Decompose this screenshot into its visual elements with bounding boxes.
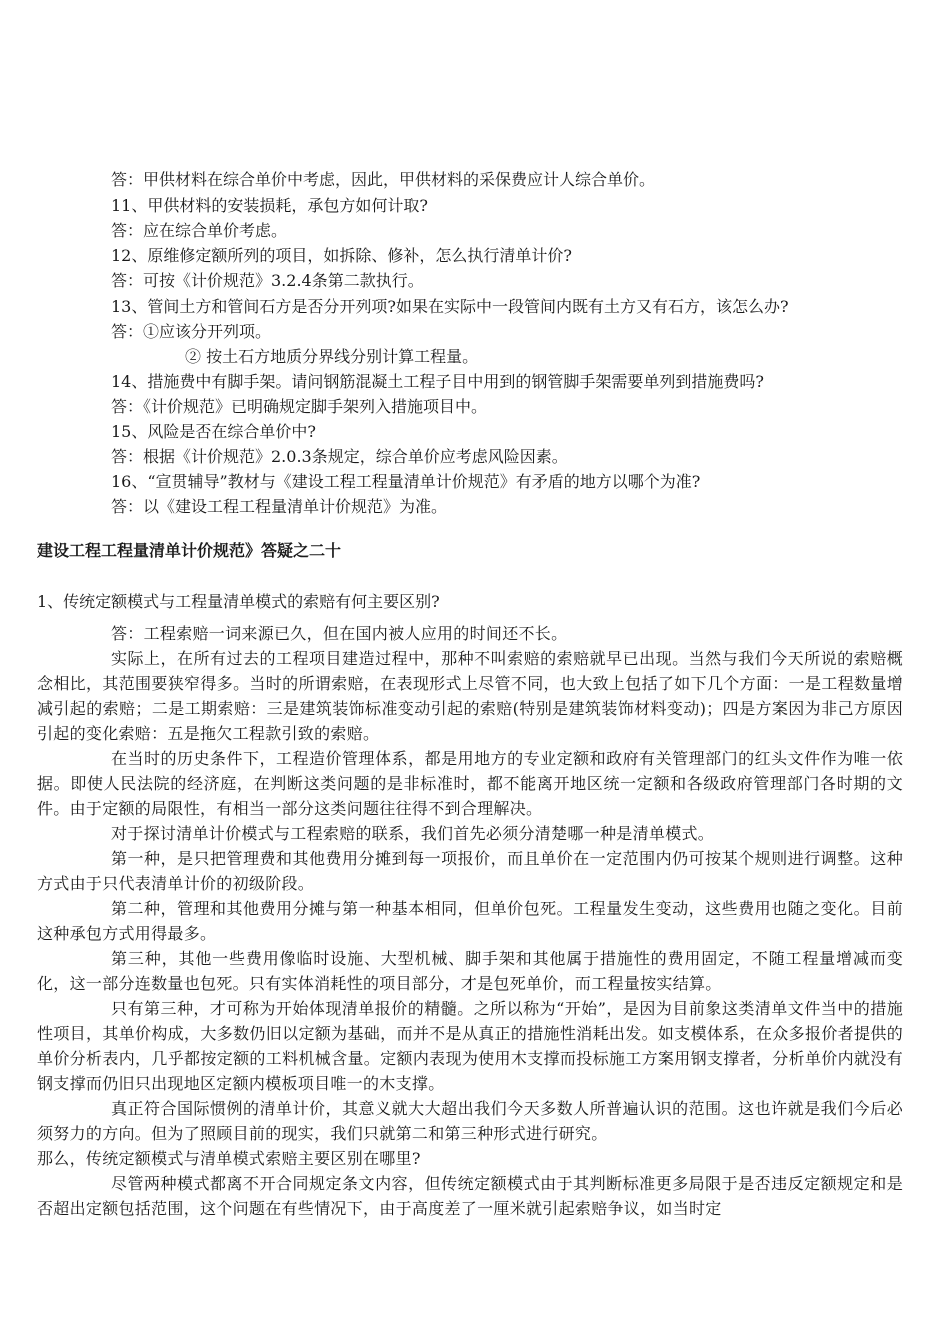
body-paragraph: 第三种，其他一些费用像临时设施、大型机械、脚手架和其他属于措施性的费用固定，不随工程量增减而变化，这一部分连数量也包死。只有实体消耗性的项目部分，才是包死单价，而工程量按实结算。: [37, 949, 903, 993]
body-paragraph: 对于探讨清单计价模式与工程索赔的联系，我们首先必须分清楚哪一种是清单模式。: [111, 824, 715, 843]
body-paragraph: 尽管两种模式都离不开合同规定条文内容，但传统定额模式由于其判断标准更多局限于是否违反定额规定和是否超出定额包括范围，这个问题在有些情况下，由于高度差了一厘米就引起索赔争议，如当时定: [37, 1174, 903, 1218]
question-line: 15、风险是否在综合单价中?: [111, 422, 316, 441]
body-paragraph: 只有第三种，才可称为开始体现清单报价的精髓。之所以称为“开始”，是因为目前象这类清单文件当中的措施性项目，其单价构成，大多数仍旧以定额为基础，而并不是从真正的措施性消耗出发。如支模体系，在众多报价者提供的单价分析表内，几乎都按定额的工料机械含量。定额内表现为使用木支撑而投标施工方案用钢支撑者，分析单价内就没有钢支撑而仍旧只出现地区定额内模板项目唯一的木支撑。: [37, 999, 903, 1093]
question-line: 14、措施费中有脚手架。请问钢筋混凝土工程子目中用到的钢管脚手架需要单列到措施费吗?: [111, 372, 764, 391]
question-line: 16、“宣贯辅导”教材与《建设工程工程量清单计价规范》有矛盾的地方以哪个为准?: [111, 472, 701, 491]
body-paragraph: 那么，传统定额模式与清单模式索赔主要区别在哪里?: [37, 1149, 421, 1168]
section-heading: 建设工程工程量清单计价规范》答疑之二十: [37, 541, 342, 560]
body-paragraph: 第二种，管理和其他费用分摊与第一种基本相同，但单价包死。工程量发生变动，这些费用也随之变化。目前这种承包方式用得最多。: [37, 899, 903, 943]
answer-line: 答：《计价规范》已明确规定脚手架列入措施项目中。: [111, 397, 488, 416]
question-line: 13、管间土方和管间石方是否分开列项?如果在实际中一段管间内既有土方又有石方，该怎么办?: [111, 297, 789, 316]
answer-line: 答：根据《计价规范》2.0.3条规定，综合单价应考虑风险因素。: [111, 447, 568, 466]
answer-line: 答：可按《计价规范》3.2.4条第二款执行。: [111, 271, 424, 290]
question-title: 1、传统定额模式与工程量清单模式的索赔有何主要区别?: [37, 592, 440, 611]
question-line: 12、原维修定额所列的项目，如拆除、修补，怎么执行清单计价?: [111, 246, 572, 265]
answer-line: 答：甲供材料在综合单价中考虑，因此，甲供材料的采保费应计人综合单价。: [111, 170, 656, 189]
answer-line: 答：应在综合单价考虑。: [111, 221, 288, 240]
answer-line: 答：以《建设工程工程量清单计价规范》为准。: [111, 497, 448, 516]
answer-subline: ② 按土石方地质分界线分别计算工程量。: [185, 347, 479, 366]
body-paragraph: 答：工程索赔一词来源已久，但在国内被人应用的时间还不长。: [111, 624, 568, 643]
answer-line: 答：①应该分开列项。: [111, 322, 272, 341]
body-paragraph: 第一种，是只把管理费和其他费用分摊到每一项报价，而且单价在一定范围内仍可按某个规则进行调整。这种方式由于只代表清单计价的初级阶段。: [37, 849, 903, 893]
question-line: 11、甲供材料的安装损耗，承包方如何计取?: [111, 196, 428, 215]
body-paragraph: 在当时的历史条件下，工程造价管理体系，都是用地方的专业定额和政府有关管理部门的红头文件作为唯一依据。即使人民法院的经济庭，在判断这类问题的是非标准时，都不能离开地区统一定额和各级政府管理部门各时期的文件。由于定额的局限性，有相当一部分这类问题往往得不到合理解决。: [37, 749, 903, 818]
body-paragraph: 实际上，在所有过去的工程项目建造过程中，那种不叫索赔的索赔就早已出现。当然与我们今天所说的索赔概念相比，其范围要狭窄得多。当时的所谓索赔，在表现形式上尽管不同，也大致上包括了如下几个方面：一是工程数量增减引起的索赔；二是工期索赔：三是建筑装饰标准变动引起的索赔(特别是建筑装饰材料变动)；四是方案因为非己方原因引起的变化索赔：五是拖欠工程款引致的索赔。: [37, 649, 903, 743]
body-paragraph: 真正符合国际惯例的清单计价，其意义就大大超出我们今天多数人所普遍认识的范围。这也许就是我们今后必须努力的方向。但为了照顾目前的现实，我们只就第二和第三种形式进行研究。: [37, 1099, 903, 1143]
